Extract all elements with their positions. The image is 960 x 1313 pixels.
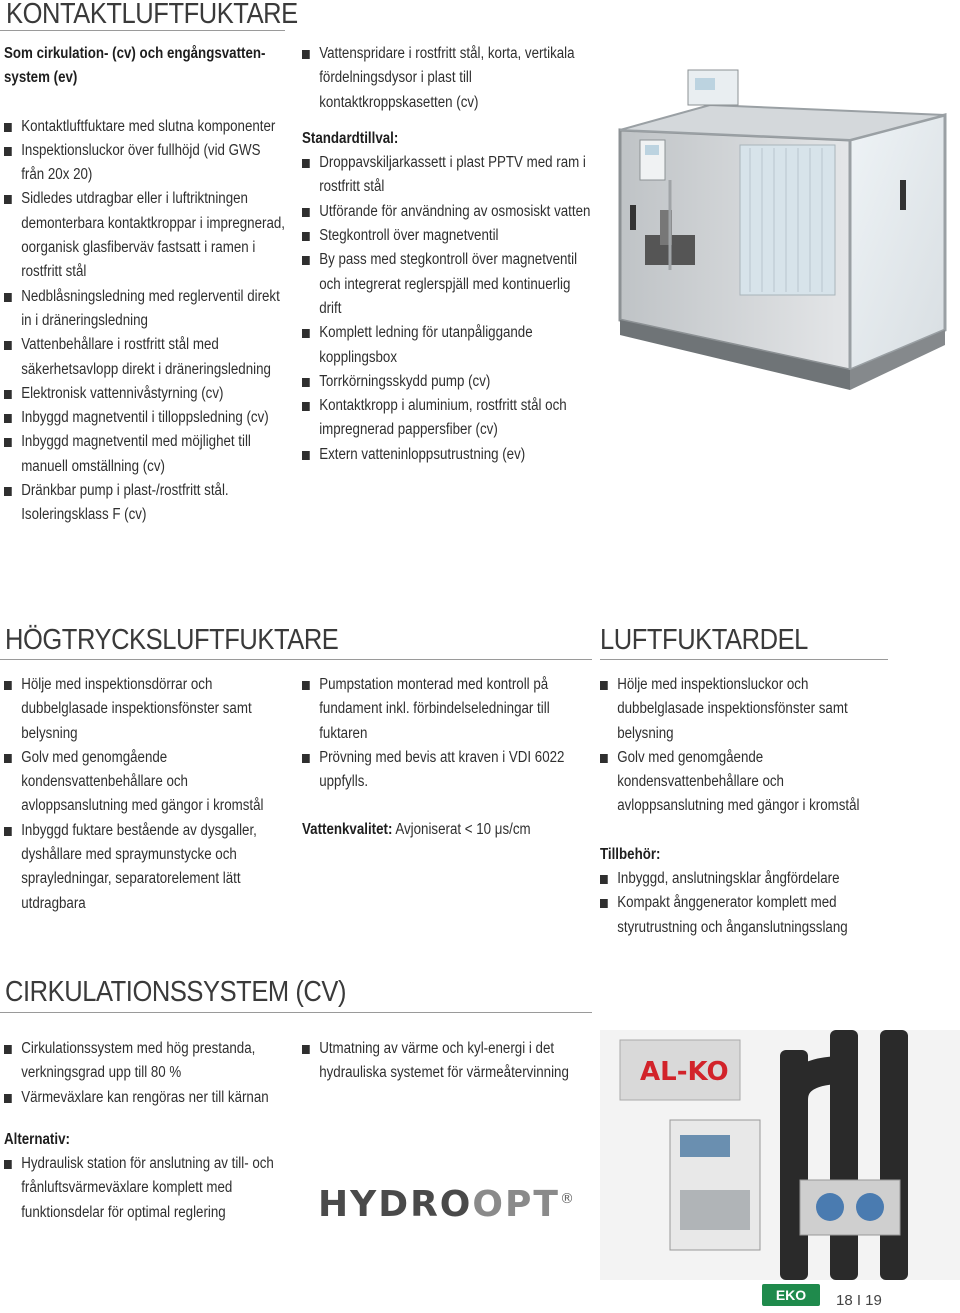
alternative-item: Hydraulisk station för anslutning av till- och frånluftsvärmeväxlare komplett med funktionsdelar för optimal reglering <box>4 1152 288 1225</box>
option-item: Droppavskiljarkassett i plast PPTV med ram i rostfritt stål <box>302 151 591 200</box>
eko-logo: EKO <box>762 1284 820 1306</box>
list-item: Inbyggd magnetventil i tilloppsledning (cv) <box>4 406 285 430</box>
photo-brand-text: AL-KO <box>640 1057 729 1087</box>
cirk-column-2 <box>302 1037 594 1086</box>
registered-mark: ® <box>559 1191 576 1207</box>
luftfuktardel-column <box>600 673 885 940</box>
accessory-item: Kompakt ånggenerator komplett med styrutrustning och ånganslutningsslang <box>600 891 884 940</box>
list-item: Utmatning av värme och kyl-energi i det hydrauliska systemet för värmeåtervinning <box>302 1037 593 1086</box>
list-item: Inspektionsluckor över fullhöjd (vid GWS från 20x 20) <box>4 139 285 188</box>
water-quality-value: Avjoniserat < 10 μs/cm <box>392 821 531 839</box>
list-item: Hölje med inspektionsdörrar och dubbelglasade inspektionsfönster samt belysning <box>4 673 285 746</box>
standardtillval-heading: Standardtillval: <box>302 129 399 147</box>
hogtryck-column-2 <box>302 673 594 843</box>
list-item: Värmeväxlare kan rengöras ner till kärnan <box>4 1086 288 1110</box>
option-item: Stegkontroll över magnetventil <box>302 224 591 248</box>
hydroopt-logo <box>318 1184 576 1225</box>
option-item: Komplett ledning för utanpåliggande kopplingsbox <box>302 321 591 370</box>
title-rule <box>0 30 285 31</box>
list-item: Prövning med bevis att kraven i VDI 6022 uppfylls. <box>302 746 593 795</box>
kontakt-subheading: Som cirkulation- (cv) och engångsvatten-system (ev) <box>4 45 266 87</box>
hydraulic-station-photo <box>600 1030 960 1280</box>
option-item: Kontaktkropp i aluminium, rostfritt stål och impregnerad pappersfiber (cv) <box>302 394 591 443</box>
section-title-hogtryck: HÖGTRYCKSLUFTFUKTARE <box>5 624 339 656</box>
kontakt-column-2 <box>302 42 592 467</box>
list-item: Inbyggd magnetventil med möjlighet till manuell omställning (cv) <box>4 430 285 479</box>
list-item: Vattenspridare i rostfritt stål, korta, vertikala fördelningsdysor i plast till kontaktkroppskasetten (cv) <box>302 42 591 115</box>
list-item: Inbyggd fuktare bestående av dysgaller, dyshållare med spraymunstycke och sprayledningar, separatorelement lätt utdragbara <box>4 819 285 916</box>
list-item: Dränkbar pump i plast-/rostfritt stål. Isoleringsklass F (cv) <box>4 479 285 528</box>
option-item: Torrkörningsskydd pump (cv) <box>302 370 591 394</box>
list-item: Elektronisk vattennivåstyrning (cv) <box>4 382 285 406</box>
hogtryck-rule <box>0 659 592 660</box>
tillbehor-heading: Tillbehör: <box>600 845 661 863</box>
section-title-kontaktluftfuktare: KONTAKTLUFTFUKTARE <box>6 0 298 30</box>
hydroopt-logo-part2: OPT <box>472 1184 560 1225</box>
luftfuktardel-rule <box>600 659 888 660</box>
section-title-luftfuktardel: LUFTFUKTARDEL <box>600 624 808 656</box>
list-item: Cirkulationssystem med hög prestanda, verkningsgrad upp till 80 % <box>4 1037 288 1086</box>
list-item: Golv med genomgående kondensvattenbehållare och avloppsanslutning med gängor i kromstål <box>4 746 285 819</box>
alternativ-heading: Alternativ: <box>4 1130 70 1148</box>
option-item: By pass med stegkontroll över magnetventil och integrerat reglerspjäll med kontinuerlig drift <box>302 248 591 321</box>
list-item: Hölje med inspektionsluckor och dubbelglasade inspektionsfönster samt belysning <box>600 673 884 746</box>
list-item: Pumpstation monterad med kontroll på fundament inkl. förbindelseledningar till fuktaren <box>302 673 593 746</box>
kontakt-column-1 <box>4 42 286 528</box>
hogtryck-column-1 <box>4 673 286 916</box>
water-quality-label: Vattenkvalitet: <box>302 821 393 839</box>
list-item: Nedblåsningsledning med reglerventil direkt in i dräneringsledning <box>4 285 285 334</box>
hydroopt-logo-part1: HYDRO <box>318 1184 473 1225</box>
list-item: Vattenbehållare i rostfritt stål med säkerhetsavlopp direkt i dräneringsledning <box>4 333 285 382</box>
cirk-column-1 <box>4 1037 289 1225</box>
list-item: Sidledes utdragbar eller i luftriktningen demonterbara kontaktkroppar i impregnerad, oorganisk glasfiberväv fastsatt i ramen i rostfritt stål <box>4 187 285 284</box>
contact-humidifier-photo <box>600 30 960 400</box>
list-item: Kontaktluftfuktare med slutna komponenter <box>4 115 285 139</box>
water-quality <box>302 818 593 842</box>
page-numbers: 18 I 19 <box>836 1292 882 1309</box>
accessory-item: Inbyggd, anslutningsklar ångfördelare <box>600 867 884 891</box>
list-item: Golv med genomgående kondensvattenbehållare och avloppsanslutning med gängor i kromstål <box>600 746 884 819</box>
option-item: Utförande för användning av osmosiskt vatten <box>302 200 591 224</box>
section-title-cirkulation: CIRKULATIONSSYSTEM (CV) <box>5 976 347 1008</box>
option-item: Extern vatteninloppsutrustning (ev) <box>302 443 591 467</box>
cirkulation-rule <box>0 1012 592 1013</box>
